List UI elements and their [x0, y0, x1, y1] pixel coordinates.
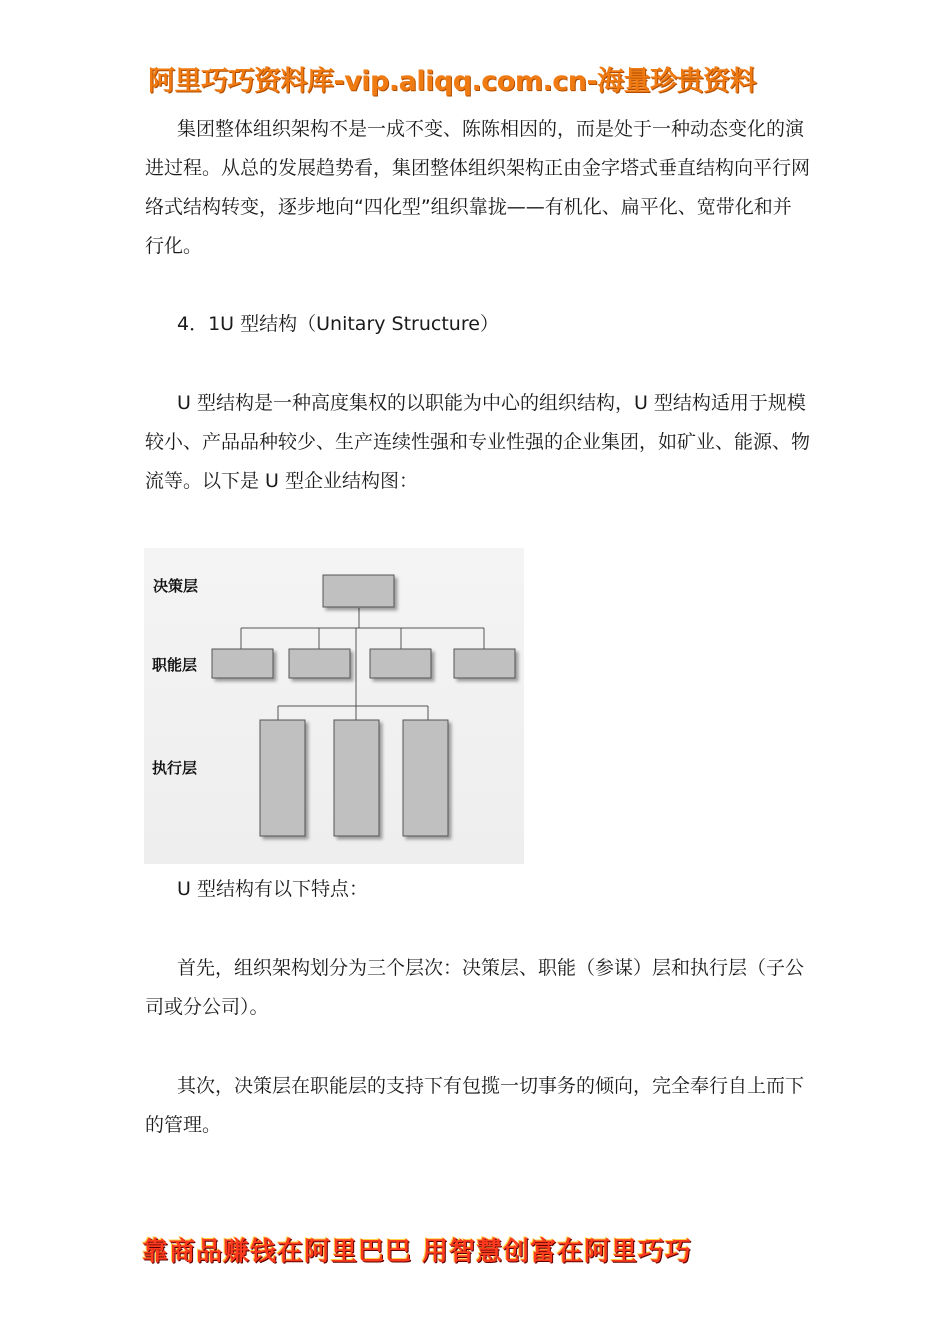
intro-paragraph: 集团整体组织架构不是一成不变、陈陈相因的，而是处于一种动态变化的演进过程。从总的发展趋势看，集团整体组织架构正由金字塔式垂直结构向平行网络式结构转变，逐步地向“四化型”组织靠拢——有机化、扁平化、宽带化和并行化。 [145, 118, 811, 257]
function-box-2 [289, 649, 350, 678]
point-two-paragraph: 其次，决策层在职能层的支持下有包揽一切事务的倾向，完全奉行自上而下的管理。 [145, 1075, 805, 1136]
exec-box-3 [403, 720, 448, 836]
function-box-3 [370, 649, 431, 678]
decision-box [323, 575, 394, 607]
point-one-paragraph: 首先，组织架构划分为三个层次：决策层、职能（参谋）层和执行层（子公司或分公司）。 [145, 957, 805, 1018]
section-heading: 4．1U 型结构（Unitary Structure） [177, 313, 499, 335]
layer-label-execution: 执行层 [152, 759, 198, 777]
org-chart [144, 548, 524, 864]
layer-label-decision: 决策层 [153, 577, 199, 595]
footer-banner: 靠商品赚钱在阿里巴巴 用智慧创富在阿里巧巧 [142, 1237, 693, 1267]
layer-label-function: 职能层 [152, 656, 198, 674]
exec-box-2 [334, 720, 379, 836]
exec-box-1 [260, 720, 305, 836]
u-structure-paragraph: U 型结构是一种高度集权的以职能为中心的组织结构，U 型结构适用于规模较小、产品品种较少、生产连续性强和专业性强的企业集团，如矿业、能源、物流等。以下是 U 型企业结构图： [145, 392, 811, 492]
header-banner: 阿里巧巧资料库-vip.aliqq.com.cn-海量珍贵资料 [148, 66, 757, 97]
function-box-4 [454, 649, 515, 678]
features-intro: U 型结构有以下特点： [177, 878, 368, 900]
connector-lines [241, 608, 484, 720]
org-chart-svg [144, 548, 524, 864]
function-box-1 [212, 649, 273, 678]
